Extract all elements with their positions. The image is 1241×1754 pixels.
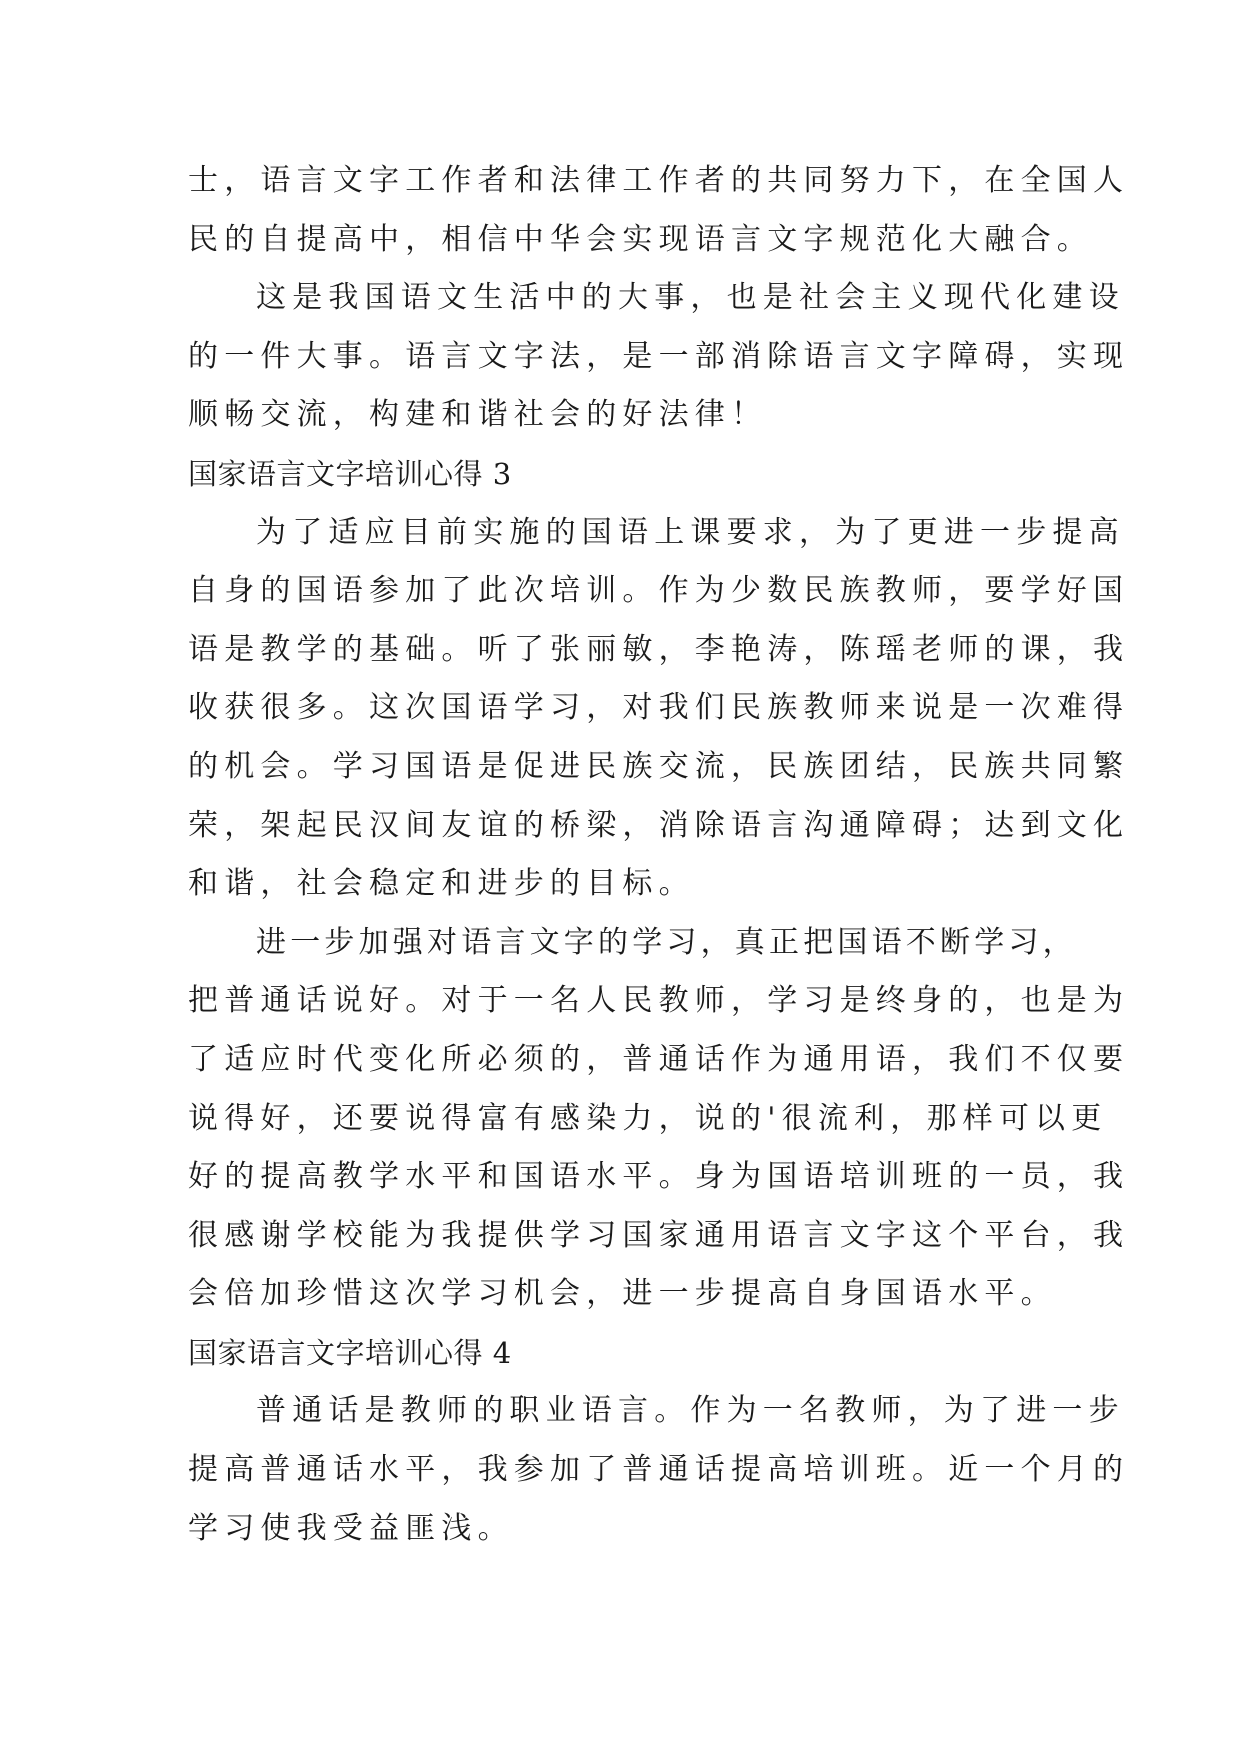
section-heading: 国家语言文字培训心得 3: [188, 456, 512, 491]
paragraph-start: 普通话是教师的职业语言。作为一名教师，为了进一步: [256, 1393, 1125, 1429]
text-line: 学习使我受益匪浅。: [188, 1510, 514, 1546]
text-line: 很感谢学校能为我提供学习国家通用语言文字这个平台，我: [188, 1217, 1130, 1253]
text-line: 和谐，社会稳定和进步的目标。: [188, 866, 695, 902]
document-body: [188, 152, 1130, 1558]
text-line: 说得好，还要说得富有感染力，说的'很流利，那样可以更: [188, 1100, 1108, 1136]
paragraph-start: 这是我国语文生活中的大事，也是社会主义现代化建设: [256, 280, 1125, 316]
text-line: 顺畅交流，构建和谐社会的好法律！: [188, 397, 768, 433]
text-line: 收获很多。这次国语学习，对我们民族教师来说是一次难得: [188, 690, 1130, 726]
text-line: 了适应时代变化所必须的，普通话作为通用语，我们不仅要: [188, 1041, 1130, 1077]
text-line: 民的自提高中，相信中华会实现语言文字规范化大融合。: [188, 221, 1093, 257]
text-line: 好的提高教学水平和国语水平。身为国语培训班的一员，我: [188, 1159, 1130, 1195]
paragraph-start: 为了适应目前实施的国语上课要求，为了更进一步提高: [256, 514, 1125, 550]
text-line: 会倍加珍惜这次学习机会，进一步提高自身国语水平。: [188, 1276, 1057, 1312]
text-line: 自身的国语参加了此次培训。作为少数民族教师，要学好国: [188, 573, 1130, 609]
text-line: 的一件大事。语言文字法，是一部消除语言文字障碍，实现: [188, 338, 1130, 374]
text-line: 的机会。学习国语是促进民族交流，民族团结，民族共同繁: [188, 748, 1130, 784]
paragraph-start: 进一步加强对语言文字的学习，真正把国语不断学习，: [256, 924, 1077, 960]
text-line: 士，语言文字工作者和法律工作者的共同努力下，在全国人: [188, 163, 1130, 198]
text-line: 荣，架起民汉间友谊的桥梁，消除语言沟通障碍；达到文化: [188, 807, 1130, 843]
text-line: 语是教学的基础。听了张丽敏，李艳涛，陈瑶老师的课，我: [188, 631, 1130, 667]
text-line: 提高普通话水平，我参加了普通话提高培训班。近一个月的: [188, 1452, 1130, 1488]
section-heading: 国家语言文字培训心得 4: [188, 1335, 512, 1370]
text-line: 把普通话说好。对于一名人民教师，学习是终身的，也是为: [188, 983, 1130, 1019]
